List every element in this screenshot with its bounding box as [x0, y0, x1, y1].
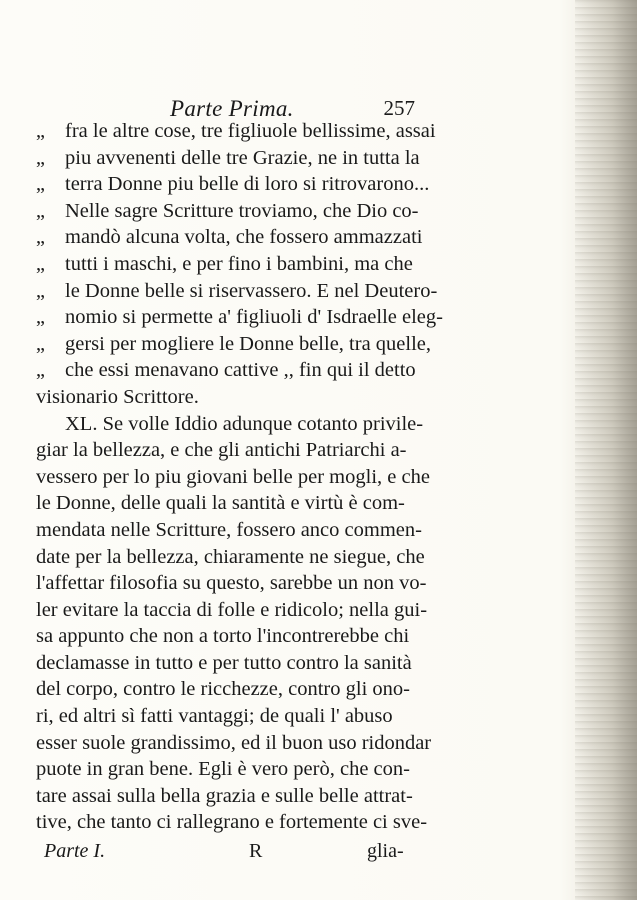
line-text: sa appunto che non a torto l'incontrerebbe chi — [36, 625, 410, 648]
part-label: Parte I. — [44, 840, 106, 862]
line-text: nomio si permette a' figliuoli d' Isdraelle eleg- — [65, 306, 443, 329]
text-line — [36, 357, 436, 384]
page-footer — [44, 840, 404, 870]
running-title: Parte Prima. — [170, 96, 294, 121]
text-line — [36, 623, 436, 650]
text-line — [36, 384, 436, 411]
quote-mark: ,, — [36, 279, 45, 302]
text-line — [36, 464, 436, 491]
quote-mark: ,, — [36, 173, 45, 196]
line-text: che essi menavano cattive ,, fin qui il detto — [65, 359, 416, 382]
page-number: 257 — [383, 96, 415, 120]
quote-mark: ,, — [36, 226, 45, 249]
line-text: puote in gran bene. Egli è vero però, che con- — [36, 758, 410, 781]
text-line — [36, 809, 436, 836]
line-text: l'affettar filosofia su questo, sarebbe un non vo- — [36, 572, 427, 595]
line-text: giar la bellezza, e che gli antichi Patriarchi a- — [36, 439, 407, 462]
text-line — [36, 331, 436, 358]
line-text: tive, che tanto ci rallegrano e fortemente ci sve- — [36, 811, 428, 834]
text-line — [36, 171, 436, 198]
text-line — [36, 730, 436, 757]
text-line — [36, 145, 436, 172]
text-line — [36, 224, 436, 251]
text-line — [36, 570, 436, 597]
quote-mark: ,, — [36, 306, 45, 329]
line-text: terra Donne piu belle di loro si ritrovarono... — [65, 173, 430, 196]
line-text: declamasse in tutto e per tutto contro la sanità — [36, 651, 412, 674]
signature-mark: R — [249, 840, 263, 862]
quote-mark: ,, — [36, 120, 45, 142]
line-text: visionario Scrittore. — [36, 385, 199, 408]
text-line — [36, 783, 436, 810]
line-text: mendata nelle Scritture, fossero anco commen- — [36, 518, 422, 541]
text-line — [36, 597, 436, 624]
text-line — [36, 304, 443, 331]
text-line — [36, 118, 436, 145]
text-line — [36, 490, 436, 517]
text-line — [36, 517, 436, 544]
line-text: mandò alcuna volta, che fossero ammazzati — [65, 226, 423, 249]
line-text: date per la bellezza, chiaramente ne siegue, che — [36, 545, 425, 568]
text-line — [36, 251, 436, 278]
line-text: Nelle sagre Scritture troviamo, che Dio co- — [65, 199, 419, 222]
text-line — [36, 703, 436, 730]
text-line — [36, 544, 436, 571]
page-edge-shadow — [575, 0, 637, 900]
text-line — [36, 676, 436, 703]
line-text: del corpo, contro le ricchezze, contro gli ono- — [36, 678, 410, 701]
quote-mark: ,, — [36, 332, 45, 355]
text-line — [36, 198, 436, 225]
line-text: fra le altre cose, tre figliuole bellissime, assai — [65, 120, 436, 142]
line-text: gersi per mogliere le Donne belle, tra quelle, — [65, 332, 432, 355]
line-text: ler evitare la taccia di folle e ridicolo; nella gui- — [36, 598, 428, 621]
line-text: ri, ed altri sì fatti vantaggi; de quali l' abuso — [36, 705, 393, 728]
line-text: le Donne, delle quali la santità e virtù è com- — [36, 492, 405, 515]
text-line — [36, 411, 436, 438]
quote-mark: ,, — [36, 359, 45, 382]
line-text: vessero per lo piu giovani belle per mogli, e che — [36, 465, 430, 488]
text-body — [36, 118, 443, 836]
text-line — [36, 278, 436, 305]
catchword: glia- — [367, 840, 404, 862]
line-text: XL. Se volle Iddio adunque cotanto privile- — [65, 412, 424, 435]
line-text: tutti i maschi, e per fino i bambini, ma che — [65, 252, 413, 275]
quote-mark: ,, — [36, 252, 45, 275]
line-text: le Donne belle si riservassero. E nel Deutero- — [65, 279, 438, 302]
line-text: esser suole grandissimo, ed il buon uso ridondar — [36, 731, 432, 754]
line-text: tare assai sulla bella grazia e sulle belle attrat- — [36, 784, 413, 807]
text-line — [36, 650, 436, 677]
quote-mark: ,, — [36, 146, 45, 169]
text-line — [36, 756, 436, 783]
text-line — [36, 437, 436, 464]
line-text: piu avvenenti delle tre Grazie, ne in tutta la — [65, 146, 420, 169]
quote-mark: ,, — [36, 199, 45, 222]
